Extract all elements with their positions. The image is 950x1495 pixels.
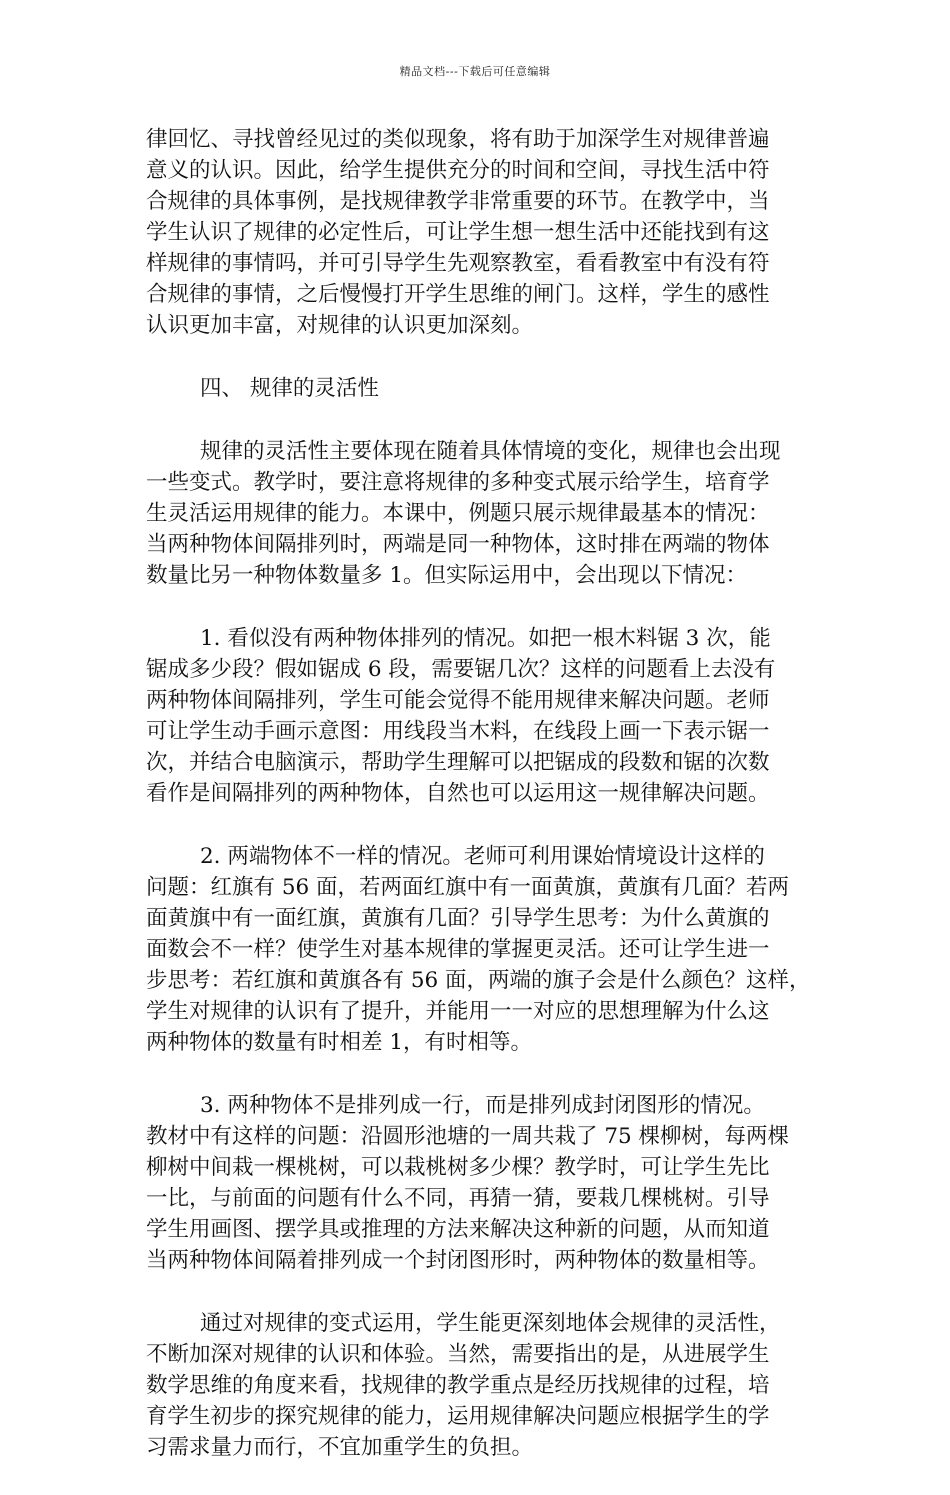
text-line: 认识更加丰富，对规律的认识更加深刻。 (146, 313, 534, 338)
text-line: 不断加深对规律的认识和体验。当然，需要指出的是，从进展学生 (146, 1342, 770, 1367)
text-line: 两种物体的数量有时相差 1，有时相等。 (146, 1030, 533, 1055)
paragraph-continued (146, 124, 810, 341)
text-line: 学生认识了规律的必定性后，可让学生想一想生活中还能找到有这 (146, 220, 770, 245)
text-line: 面黄旗中有一面红旗，黄旗有几面？引导学生思考：为什么黄旗的 (146, 906, 770, 931)
text-line: 学生对规律的认识有了提升，并能用一一对应的思想理解为什么这 (146, 999, 770, 1024)
paragraph-item-1 (146, 623, 810, 809)
text-line: 面数会不一样？使学生对基本规律的掌握更灵活。还可让学生进一 (146, 937, 770, 962)
document-body (146, 124, 810, 1495)
text-line: 当两种物体间隔排列时，两端是同一种物体，这时排在两端的物体 (146, 532, 770, 557)
paragraph-item-3 (146, 1090, 810, 1276)
text-line: 合规律的具体事例，是找规律教学非常重要的环节。在教学中，当 (146, 189, 770, 214)
text-line: 一些变式。教学时，要注意将规律的多种变式展示给学生，培育学 (146, 470, 770, 495)
text-line: 意义的认识。因此，给学生提供充分的时间和空间，寻找生活中符 (146, 158, 770, 183)
text-line: 规律的灵活性主要体现在随着具体情境的变化，规律也会出现 (200, 439, 781, 464)
paragraph-item-2 (146, 841, 810, 1058)
text-line: 一比，与前面的问题有什么不同，再猜一猜，要栽几棵桃树。引导 (146, 1186, 770, 1211)
text-line: 数学思维的角度来看，找规律的教学重点是经历找规律的过程，培 (146, 1373, 770, 1398)
text-line: 两种物体间隔排列，学生可能会觉得不能用规律来解决问题。老师 (146, 688, 770, 713)
text-line: 柳树中间栽一棵桃树，可以栽桃树多少棵？教学时，可让学生先比 (146, 1155, 770, 1180)
paragraph-conclusion (146, 1308, 810, 1463)
text-line: 律回忆、寻找曾经见过的类似现象，将有助于加深学生对规律普遍 (146, 127, 770, 152)
text-line: 生灵活运用规律的能力。本课中，例题只展示规律最基本的情况： (146, 501, 770, 526)
text-line: 教材中有这样的问题：沿圆形池塘的一周共栽了 75 棵柳树，每两棵 (146, 1124, 790, 1149)
text-line: 习需求量力而行，不宜加重学生的负担。 (146, 1435, 534, 1460)
section-heading: 四、 规律的灵活性 (200, 376, 379, 401)
text-line: 问题：红旗有 56 面，若两面红旗中有一面黄旗，黄旗有几面？若两 (146, 875, 790, 900)
text-line: 样规律的事情吗，并可引导学生先观察教室，看看教室中有没有符 (146, 251, 770, 276)
text-line: 数量比另一种物体数量多 1。但实际运用中，会出现以下情况： (146, 563, 748, 588)
text-line: 合规律的事情，之后慢慢打开学生思维的闸门。这样，学生的感性 (146, 282, 770, 307)
text-line: 次，并结合电脑演示，帮助学生理解可以把锯成的段数和锯的次数 (146, 750, 770, 775)
paragraph (146, 436, 810, 591)
text-line: 3. 两种物体不是排列成一行，而是排列成封闭图形的情况。 (200, 1093, 765, 1118)
text-line: 1. 看似没有两种物体排列的情况。如把一根木料锯 3 次，能 (200, 626, 771, 651)
page-header: 精品文档---下载后可任意编辑 (399, 65, 551, 78)
text-line: 可让学生动手画示意图：用线段当木料，在线段上画一下表示锯一 (146, 719, 770, 744)
text-line: 通过对规律的变式运用，学生能更深刻地体会规律的灵活性， (200, 1311, 781, 1336)
text-line: 看作是间隔排列的两种物体，自然也可以运用这一规律解决问题。 (146, 781, 770, 806)
text-line: 当两种物体间隔着排列成一个封闭图形时，两种物体的数量相等。 (146, 1248, 770, 1273)
text-line: 2. 两端物体不一样的情况。老师可利用课始情境设计这样的 (200, 844, 765, 869)
text-line: 锯成多少段？假如锯成 6 段，需要锯几次？这样的问题看上去没有 (146, 657, 776, 682)
text-line: 步思考：若红旗和黄旗各有 56 面，两端的旗子会是什么颜色？这样， (146, 968, 811, 993)
text-line: 学生用画图、摆学具或推理的方法来解决这种新的问题，从而知道 (146, 1217, 770, 1242)
text-line: 育学生初步的探究规律的能力，运用规律解决问题应根据学生的学 (146, 1404, 770, 1429)
